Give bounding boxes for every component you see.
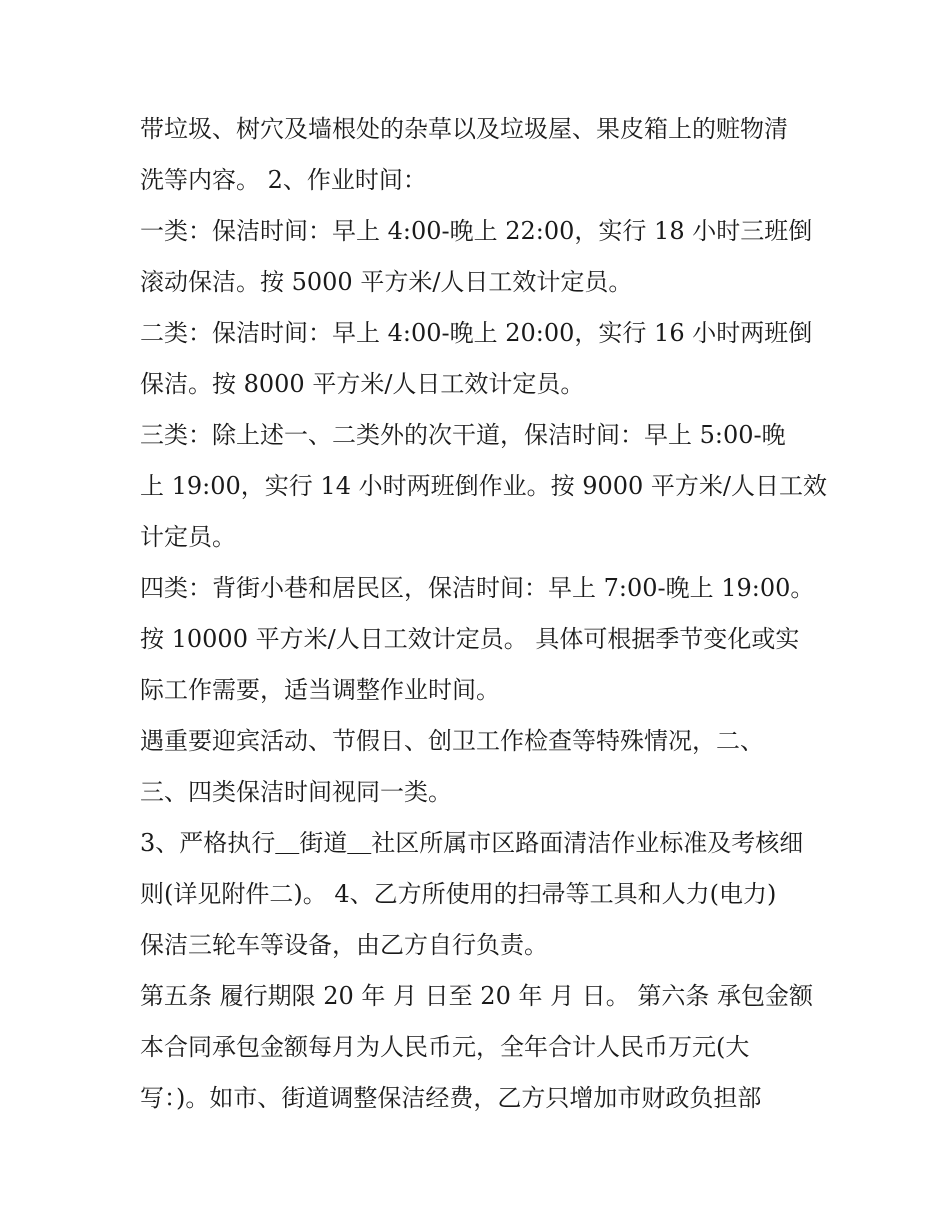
text-line: 本合同承包金额每月为人民币元，全年合计人民币万元(大	[140, 1033, 750, 1061]
text-line: 则(详见附件二)。 4、乙方所使用的扫帚等工具和人力(电力)	[140, 880, 777, 908]
document-body	[140, 104, 840, 1124]
text-line: 按 10000 平方米/人日工效计定员。 具体可根据季节变化或实	[140, 625, 800, 653]
text-line: 计定员。	[140, 523, 236, 551]
text-line: 三、四类保洁时间视同一类。	[140, 778, 452, 806]
text-line: 二类：保洁时间：早上 4:00-晚上 20:00，实行 16 小时两班倒	[140, 319, 813, 347]
text-line: 洗等内容。 2、作业时间：	[140, 166, 427, 194]
text-line: 际工作需要，适当调整作业时间。	[140, 676, 500, 704]
text-line: 四类：背街小巷和居民区，保洁时间：早上 7:00-晚上 19:00。	[140, 574, 815, 602]
text-line: 遇重要迎宾活动、节假日、创卫工作检查等特殊情况，二、	[140, 727, 764, 755]
text-line: 保洁三轮车等设备，由乙方自行负责。	[140, 931, 548, 959]
text-line: 三类：除上述一、二类外的次干道，保洁时间：早上 5:00-晚	[140, 421, 786, 449]
text-line: 滚动保洁。按 5000 平方米/人日工效计定员。	[140, 268, 633, 296]
text-line: 一类：保洁时间：早上 4:00-晚上 22:00，实行 18 小时三班倒	[140, 217, 813, 245]
text-line: 3、严格执行＿街道＿社区所属市区路面清洁作业标准及考核细	[140, 829, 804, 857]
text-line: 第五条 履行期限 20 年 月 日至 20 年 月 日。 第六条 承包金额	[140, 982, 813, 1010]
text-line: 上 19:00，实行 14 小时两班倒作业。按 9000 平方米/人日工效	[140, 472, 828, 500]
text-line: 写：)。如市、街道调整保洁经费，乙方只增加市财政负担部	[140, 1084, 762, 1112]
text-line: 带垃圾、树穴及墙根处的杂草以及垃圾屋、果皮箱上的赃物清	[140, 115, 788, 143]
text-line: 保洁。按 8000 平方米/人日工效计定员。	[140, 370, 585, 398]
